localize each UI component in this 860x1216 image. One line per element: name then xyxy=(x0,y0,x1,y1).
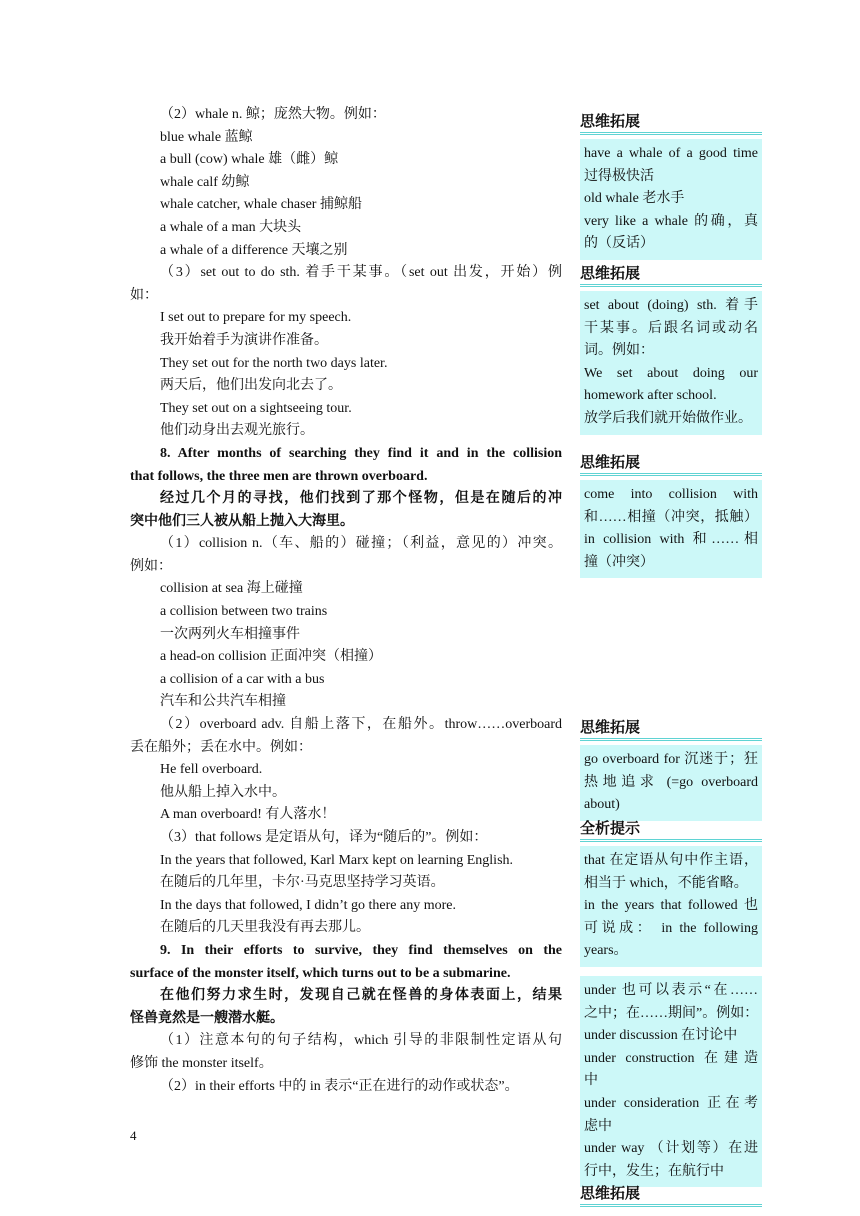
text-line: surface of the monster itself, which turns out to be a submarine. xyxy=(130,965,511,981)
sidebar-line: 过得极快活 xyxy=(584,168,654,184)
sidebar-line: about) xyxy=(584,797,620,813)
sidebar-line: We set about doing our xyxy=(584,365,758,381)
sidebar-line: come into collision with xyxy=(584,487,758,502)
sidebar-line: 行中，发生；在航行中 xyxy=(584,1163,724,1179)
text-line: a head-on collision 正面冲突（相撞） xyxy=(160,649,383,665)
sidebar-heading: 思维拓展 xyxy=(580,718,641,736)
sidebar-line: 之中；在……期间”。例如： xyxy=(584,1005,759,1021)
sidebar-line: 放学后我们就开始做作业。 xyxy=(584,410,752,426)
text-line: 经过几个月的寻找，他们找到了那个怪物，但是在随后的冲 xyxy=(160,491,562,507)
text-line: 在随后的几年里，卡尔·马克思坚持学习英语。 xyxy=(160,875,445,891)
sidebar-line: homework after school. xyxy=(584,388,717,404)
sidebar-line: that 在定语从句中作主语， xyxy=(584,853,758,868)
sidebar-heading: 思维拓展 xyxy=(580,264,641,282)
sidebar-note xyxy=(580,976,762,1187)
text-line: a collision of a car with a bus xyxy=(160,671,325,687)
text-line: 9. In their efforts to survive, they find themselves on the xyxy=(160,942,562,958)
sidebar-line: 中 xyxy=(584,1073,598,1089)
text-line: They set out for the north two days later. xyxy=(160,355,388,371)
text-line: In the years that followed, Karl Marx kept on learning English. xyxy=(160,852,514,868)
heading-underline xyxy=(580,839,762,842)
text-line: They set out on a sightseeing tour. xyxy=(160,400,352,416)
text-line: （3）set out to do sth. 着手干某事。（set out 出发，开始）例 xyxy=(160,265,562,281)
text-line: I set out to prepare for my speech. xyxy=(160,310,352,326)
text-line: （2）whale n. 鲸；庞然大物。例如： xyxy=(160,107,386,122)
text-line: In the days that followed, I didn’t go there any more. xyxy=(160,897,456,913)
text-line: blue whale 蓝鲸 xyxy=(160,129,253,145)
heading-underline xyxy=(580,738,762,741)
text-line: a bull (cow) whale 雄（雌）鲸 xyxy=(160,152,339,168)
heading-underline xyxy=(580,132,762,135)
sidebar-box xyxy=(580,480,762,578)
sidebar-line: years。 xyxy=(584,943,628,959)
heading-underline xyxy=(580,284,762,287)
sidebar-line: 虑中 xyxy=(584,1118,612,1134)
text-line: 8. After months of searching they find it and in the collision xyxy=(160,445,562,461)
sidebar-line: in collision with 和……相 xyxy=(584,532,758,548)
sidebar-line: under way （计划等）在进 xyxy=(584,1141,758,1157)
sidebar-heading: 思维拓展 xyxy=(580,453,641,471)
text-line: whale calf 幼鲸 xyxy=(160,174,250,190)
text-line: （2）in their efforts 中的 in 表示“正在进行的动作或状态”。 xyxy=(160,1078,519,1094)
text-line: 他们动身出去观光旅行。 xyxy=(160,423,314,439)
text-line: （1）注意本句的句子结构，which 引导的非限制性定语从句 xyxy=(160,1033,562,1049)
text-line: that follows, the three men are thrown overboard. xyxy=(130,468,428,484)
text-line: 丢在船外；丢在水中。例如： xyxy=(130,739,312,755)
sidebar-line: 热地追求 (=go overboard xyxy=(584,774,758,790)
text-line: 修饰 the monster itself。 xyxy=(130,1055,273,1071)
text-line: a whale of a man 大块头 xyxy=(160,219,302,235)
sidebar-heading: 全析提示 xyxy=(580,819,641,837)
text-line: 例如： xyxy=(130,558,172,574)
sidebar-line: set about (doing) sth. 着手 xyxy=(584,298,758,313)
sidebar-note xyxy=(580,451,762,578)
text-line: 如： xyxy=(130,287,158,303)
text-line: 怪兽竟然是一艘潜水艇。 xyxy=(130,1010,284,1026)
sidebar-line: under consideration 正在考 xyxy=(584,1095,758,1111)
page-number: 4 xyxy=(130,1128,137,1143)
sidebar-line: 撞（冲突） xyxy=(584,554,654,570)
sidebar-box xyxy=(580,291,762,435)
text-line: 他从船上掉入水中。 xyxy=(160,784,286,800)
sidebar-box xyxy=(580,976,762,1187)
text-line: A man overboard! 有人落水！ xyxy=(160,807,336,823)
sidebar-line: 干某事。后跟名词或动名 xyxy=(584,320,758,336)
sidebar-heading: 思维拓展 xyxy=(580,112,641,130)
text-line: （3）that follows 是定语从句，译为“随后的”。例如： xyxy=(160,830,488,845)
sidebar-note xyxy=(580,817,762,967)
text-line: He fell overboard. xyxy=(160,762,263,778)
sidebar-line: under construction 在建造 xyxy=(584,1050,758,1066)
sidebar-box xyxy=(580,745,762,821)
sidebar-line: very like a whale 的确，真 xyxy=(584,213,758,229)
sidebar-line: under discussion 在讨论中 xyxy=(584,1028,738,1044)
text-line: collision at sea 海上碰撞 xyxy=(160,581,303,597)
text-line: （1）collision n.（车、船的）碰撞；（利益，意见的）冲突。 xyxy=(160,536,562,552)
text-line: 突中他们三人被从船上抛入大海里。 xyxy=(130,513,354,529)
sidebar-line: under 也可以表示“在…… xyxy=(584,983,758,998)
main-text-column xyxy=(130,104,562,1098)
sidebar-line: old whale 老水手 xyxy=(584,191,685,207)
text-line: a whale of a difference 天壤之别 xyxy=(160,242,348,258)
sidebar-line: 可说成： in the following xyxy=(584,920,758,936)
text-line: 一次两列火车相撞事件 xyxy=(160,626,300,642)
sidebar-line: 和……相撞（冲突，抵触） xyxy=(584,509,758,525)
sidebar-line: go overboard for 沉迷于；狂 xyxy=(584,752,758,767)
text-line: a collision between two trains xyxy=(160,604,328,620)
sidebar-box xyxy=(580,846,762,967)
sidebar-line: in the years that followed 也 xyxy=(584,898,758,914)
sidebar-note xyxy=(580,716,762,821)
sidebar-heading: 思维拓展 xyxy=(580,1184,641,1202)
text-line: whale catcher, whale chaser 捕鲸船 xyxy=(160,197,362,213)
heading-underline xyxy=(580,1204,762,1207)
sidebar-line: 词。例如： xyxy=(584,343,654,359)
text-line: 在他们努力求生时，发现自己就在怪兽的身体表面上，结果 xyxy=(160,988,562,1004)
text-line: 在随后的几天里我没有再去那儿。 xyxy=(160,920,370,936)
heading-underline xyxy=(580,473,762,476)
sidebar-box xyxy=(580,139,762,260)
sidebar-note xyxy=(580,1182,762,1211)
sidebar-line: have a whale of a good time xyxy=(584,146,758,161)
text-line: 我开始着手为演讲作准备。 xyxy=(160,332,328,348)
sidebar-line: 相当于 which，不能省略。 xyxy=(584,875,748,891)
sidebar-note xyxy=(580,110,762,260)
text-line: （2）overboard adv. 自船上落下，在船外。throw……overboard xyxy=(160,717,562,733)
sidebar-line: 的（反话） xyxy=(584,236,654,252)
text-line: 汽车和公共汽车相撞 xyxy=(160,694,286,710)
sidebar-note xyxy=(580,262,762,435)
text-line: 两天后，他们出发向北去了。 xyxy=(160,378,342,394)
